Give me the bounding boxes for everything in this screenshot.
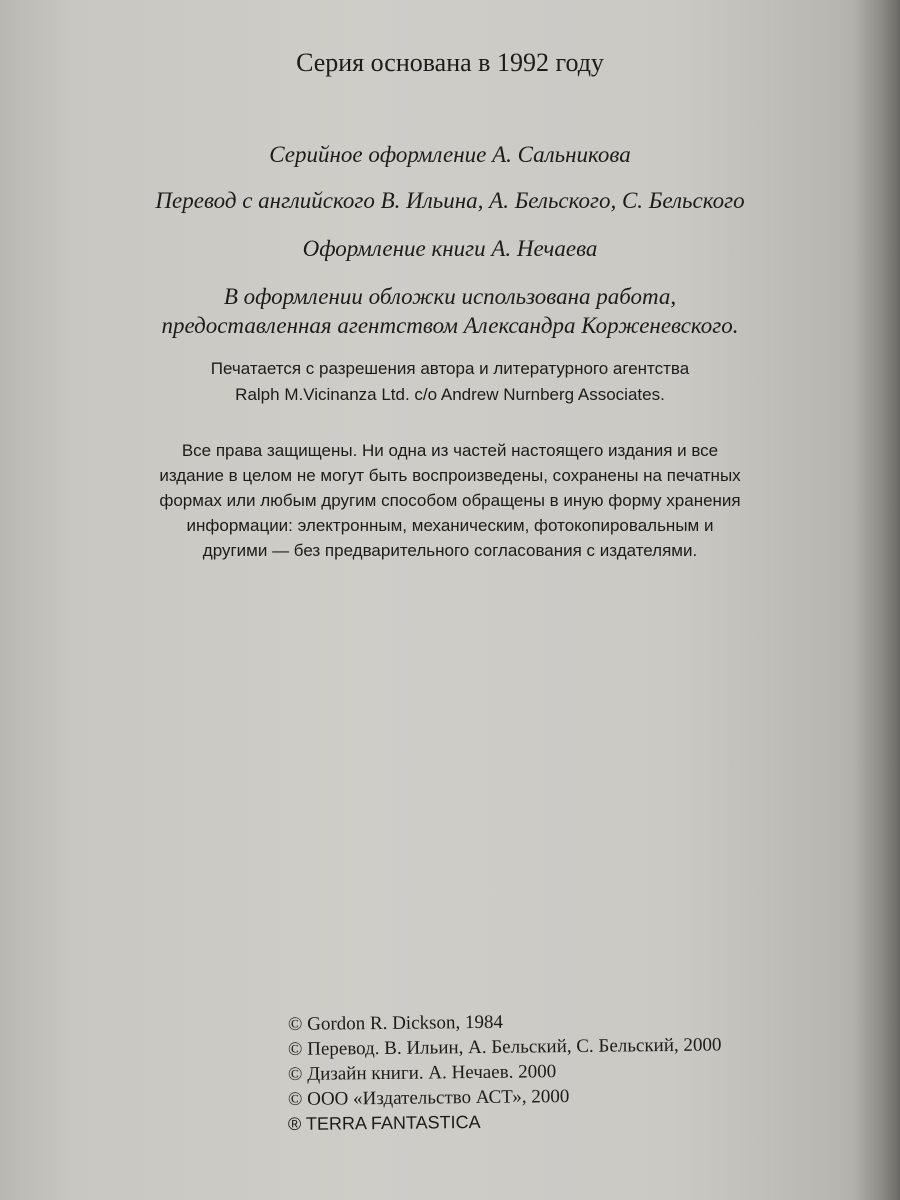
rights-line: Все права защищены. Ни одна из частей настоящего издания и все bbox=[181, 441, 719, 460]
rights-line: информации: электронным, механическим, фотокопировальным и bbox=[186, 516, 714, 535]
book-design-credit bbox=[0, 236, 900, 262]
translation-credit bbox=[0, 188, 900, 214]
series-design-text: Серийное оформление А. Сальникова bbox=[269, 142, 631, 167]
book-design-text: Оформление книги А. Нечаева bbox=[302, 236, 598, 261]
copyright-line: © Перевод. В. Ильин, А. Бельский, С. Бельский, 2000 bbox=[287, 1034, 722, 1060]
copyright-line: © Gordon R. Dickson, 1984 bbox=[287, 1011, 504, 1035]
rights-line: издание в целом не могут быть воспроизведены, сохранены на печатных bbox=[159, 466, 741, 485]
copyright-block bbox=[288, 1012, 848, 1137]
permission-note bbox=[0, 356, 900, 408]
rights-line: другими — без предварительного согласования с издателями. bbox=[202, 541, 698, 560]
cover-note bbox=[0, 282, 900, 340]
copyright-line: © ООО «Издательство АСТ», 2000 bbox=[287, 1086, 570, 1110]
spine-shadow bbox=[854, 0, 900, 1200]
cover-note-line: предоставленная агентством Александра Корженевского. bbox=[161, 313, 739, 338]
permission-line: Ralph M.Vicinanza Ltd. c/o Andrew Nurnberg Associates. bbox=[235, 385, 665, 404]
series-note bbox=[0, 48, 900, 78]
permission-line: Печатается с разрешения автора и литературного агентства bbox=[210, 359, 690, 378]
cover-note-line: В оформлении обложки использована работа, bbox=[223, 284, 677, 309]
translation-text: Перевод с английского В. Ильина, А. Бельского, С. Бельского bbox=[155, 188, 745, 213]
trademark-line: ® TERRA FANTASTICA bbox=[287, 1111, 481, 1134]
rights-notice bbox=[0, 438, 900, 563]
series-design-credit bbox=[0, 142, 900, 168]
rights-line: формах или любым другим способом обращены в иную форму хранения bbox=[159, 491, 741, 510]
copyright-line: © Дизайн книги. А. Нечаев. 2000 bbox=[287, 1061, 557, 1085]
series-note-text: Серия основана в 1992 году bbox=[296, 48, 604, 77]
